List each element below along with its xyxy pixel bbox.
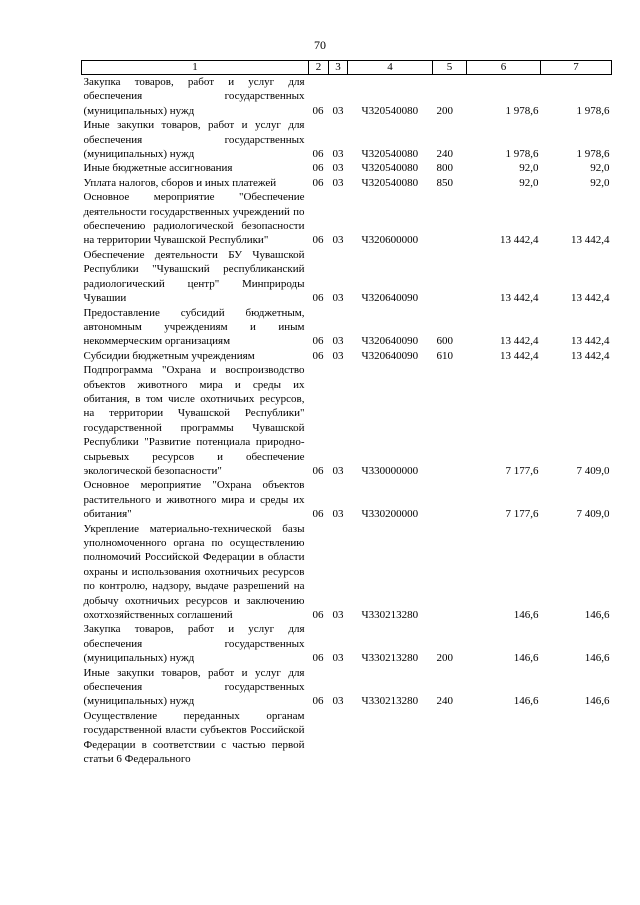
target-article-code bbox=[348, 709, 433, 767]
amount-year-2: 7 409,0 bbox=[576, 464, 610, 477]
section-code: 06 bbox=[312, 292, 324, 305]
section-code: 06 bbox=[312, 162, 324, 175]
table-row bbox=[82, 666, 612, 709]
table-row bbox=[82, 478, 612, 521]
section-code: 06 bbox=[312, 335, 324, 348]
expense-type-code: 240 bbox=[436, 148, 453, 161]
table-row bbox=[82, 190, 612, 248]
target-article-code: Ч320640090 bbox=[361, 335, 419, 348]
amount-year-2: 146,6 bbox=[584, 695, 610, 708]
amount-year-1: 13 442,4 bbox=[500, 292, 539, 305]
target-article-code: Ч320600000 bbox=[361, 234, 419, 247]
column-header-6: 6 bbox=[467, 61, 541, 75]
expense-type-code bbox=[433, 478, 467, 521]
section-code: 06 bbox=[312, 176, 324, 189]
amount-year-1: 92,0 bbox=[519, 176, 539, 189]
section-code: 06 bbox=[312, 464, 324, 477]
target-article-code: Ч320640090 bbox=[361, 292, 419, 305]
amount-year-2: 7 409,0 bbox=[576, 508, 610, 521]
subsection-code: 03 bbox=[332, 609, 344, 622]
page-number: 70 bbox=[314, 38, 326, 52]
column-header-7: 7 bbox=[541, 61, 612, 75]
amount-year-2: 92,0 bbox=[590, 176, 610, 189]
column-header-3: 3 bbox=[329, 61, 348, 75]
row-name: Обеспечение деятельности БУ Чувашской Республики "Чувашский республиканский радиологический центр" Минприроды Чувашии bbox=[83, 248, 305, 305]
table-row bbox=[82, 118, 612, 161]
row-name: Закупка товаров, работ и услуг для обеспечения государственных (муниципальных) нужд bbox=[83, 623, 305, 665]
subsection-code: 03 bbox=[332, 234, 344, 247]
subsection-code: 03 bbox=[332, 652, 344, 665]
row-name: Уплата налогов, сборов и иных платежей bbox=[83, 176, 277, 189]
amount-year-2 bbox=[541, 709, 612, 767]
subsection-code: 03 bbox=[332, 349, 344, 362]
column-header-5: 5 bbox=[433, 61, 467, 75]
row-name: Подпрограмма "Охрана и воспроизводство объектов животного мира и среды их обитания, в том числе охотничьих ресурсов, на территории Чувашской Республики" государственной программы Чувашской Республики "Развитие потенциала природно-сырьевых ресурсов и обеспечение экологической безопасности" bbox=[83, 364, 305, 477]
table-row bbox=[82, 709, 612, 767]
amount-year-2: 13 442,4 bbox=[571, 234, 610, 247]
amount-year-1: 1 978,6 bbox=[505, 104, 539, 117]
target-article-code: Ч320540080 bbox=[361, 104, 419, 117]
amount-year-1: 146,6 bbox=[513, 609, 539, 622]
target-article-code: Ч320540080 bbox=[361, 176, 419, 189]
section-code: 06 bbox=[312, 234, 324, 247]
expense-type-code bbox=[433, 363, 467, 478]
expense-type-code: 200 bbox=[436, 652, 453, 665]
expense-type-code bbox=[433, 522, 467, 623]
row-name: Укрепление материально-технической базы уполномоченного органа по осуществлению полномочий Российской Федерации в области охраны и использования охотничьих ресурсов по контролю, надзору, выдаче разрешений на добычу охотничьих ресурсов и заключению охотхозяйственных соглашений bbox=[83, 522, 305, 622]
expense-type-code: 850 bbox=[436, 176, 453, 189]
row-name: Субсидии бюджетным учреждениям bbox=[83, 349, 255, 362]
row-name: Иные бюджетные ассигнования bbox=[83, 162, 233, 175]
subsection-code: 03 bbox=[332, 464, 344, 477]
table-row bbox=[82, 363, 612, 478]
target-article-code: Ч330213280 bbox=[361, 695, 419, 708]
table-header bbox=[82, 61, 612, 75]
subsection-code: 03 bbox=[332, 292, 344, 305]
row-name: Осуществление переданных органам государственной власти субъектов Российской Федерации в соответствии с частью первой статьи 6 Федерального bbox=[83, 709, 305, 766]
budget-table bbox=[81, 60, 612, 767]
amount-year-2: 146,6 bbox=[584, 609, 610, 622]
amount-year-2: 1 978,6 bbox=[576, 148, 610, 161]
section-code: 06 bbox=[312, 508, 324, 521]
section-code: 06 bbox=[312, 104, 324, 117]
target-article-code: Ч320540080 bbox=[361, 162, 419, 175]
subsection-code: 03 bbox=[332, 162, 344, 175]
subsection-code: 03 bbox=[332, 695, 344, 708]
target-article-code: Ч320640090 bbox=[361, 349, 419, 362]
amount-year-2: 1 978,6 bbox=[576, 104, 610, 117]
amount-year-1: 13 442,4 bbox=[500, 234, 539, 247]
header-row bbox=[82, 61, 612, 75]
expense-type-code bbox=[433, 190, 467, 248]
table-row bbox=[82, 176, 612, 190]
table-row bbox=[82, 522, 612, 623]
table-row bbox=[82, 306, 612, 349]
table-body bbox=[82, 75, 612, 767]
section-code: 06 bbox=[312, 609, 324, 622]
subsection-code: 03 bbox=[332, 508, 344, 521]
subsection-code: 03 bbox=[332, 148, 344, 161]
amount-year-1: 1 978,6 bbox=[505, 148, 539, 161]
amount-year-1: 13 442,4 bbox=[500, 349, 539, 362]
amount-year-1: 146,6 bbox=[513, 652, 539, 665]
table-row bbox=[82, 75, 612, 119]
expense-type-code: 610 bbox=[436, 349, 453, 362]
target-article-code: Ч330000000 bbox=[361, 464, 419, 477]
column-header-1: 1 bbox=[82, 61, 309, 75]
row-name: Иные закупки товаров, работ и услуг для обеспечения государственных (муниципальных) нужд bbox=[83, 119, 305, 161]
amount-year-1: 92,0 bbox=[519, 162, 539, 175]
target-article-code: Ч330213280 bbox=[361, 609, 419, 622]
target-article-code: Ч330200000 bbox=[361, 508, 419, 521]
target-article-code: Ч330213280 bbox=[361, 652, 419, 665]
amount-year-2: 13 442,4 bbox=[571, 335, 610, 348]
expense-type-code: 200 bbox=[436, 104, 453, 117]
amount-year-1: 7 177,6 bbox=[505, 508, 539, 521]
section-code: 06 bbox=[312, 148, 324, 161]
amount-year-1: 146,6 bbox=[513, 695, 539, 708]
amount-year-2: 92,0 bbox=[590, 162, 610, 175]
expense-type-code bbox=[433, 248, 467, 306]
section-code bbox=[309, 709, 329, 767]
subsection-code bbox=[329, 709, 348, 767]
amount-year-2: 13 442,4 bbox=[571, 349, 610, 362]
amount-year-2: 13 442,4 bbox=[571, 292, 610, 305]
section-code: 06 bbox=[312, 695, 324, 708]
table-row bbox=[82, 622, 612, 665]
table-row bbox=[82, 248, 612, 306]
table-row bbox=[82, 161, 612, 175]
table-row bbox=[82, 349, 612, 363]
row-name: Закупка товаров, работ и услуг для обеспечения государственных (муниципальных) нужд bbox=[83, 76, 305, 117]
section-code: 06 bbox=[312, 652, 324, 665]
amount-year-1 bbox=[467, 709, 541, 767]
column-header-4: 4 bbox=[348, 61, 433, 75]
subsection-code: 03 bbox=[332, 104, 344, 117]
row-name: Иные закупки товаров, работ и услуг для обеспечения государственных (муниципальных) нужд bbox=[83, 666, 305, 708]
section-code: 06 bbox=[312, 349, 324, 362]
amount-year-1: 13 442,4 bbox=[500, 335, 539, 348]
subsection-code: 03 bbox=[332, 335, 344, 348]
column-header-2: 2 bbox=[309, 61, 329, 75]
expense-type-code bbox=[433, 709, 467, 767]
subsection-code: 03 bbox=[332, 176, 344, 189]
row-name: Предоставление субсидий бюджетным, автономным учреждениям и иным некоммерческим организациям bbox=[83, 306, 305, 348]
row-name: Основное мероприятие "Обеспечение деятельности государственных учреждений по обеспечению радиологической безопасности на территории Чувашской Республики" bbox=[83, 191, 305, 247]
target-article-code: Ч320540080 bbox=[361, 148, 419, 161]
expense-type-code: 240 bbox=[436, 695, 453, 708]
row-name: Основное мероприятие "Охрана объектов растительного и животного мира и среды их обитания" bbox=[83, 479, 305, 521]
amount-year-1: 7 177,6 bbox=[505, 464, 539, 477]
amount-year-2: 146,6 bbox=[584, 652, 610, 665]
expense-type-code: 800 bbox=[436, 162, 453, 175]
expense-type-code: 600 bbox=[436, 335, 453, 348]
